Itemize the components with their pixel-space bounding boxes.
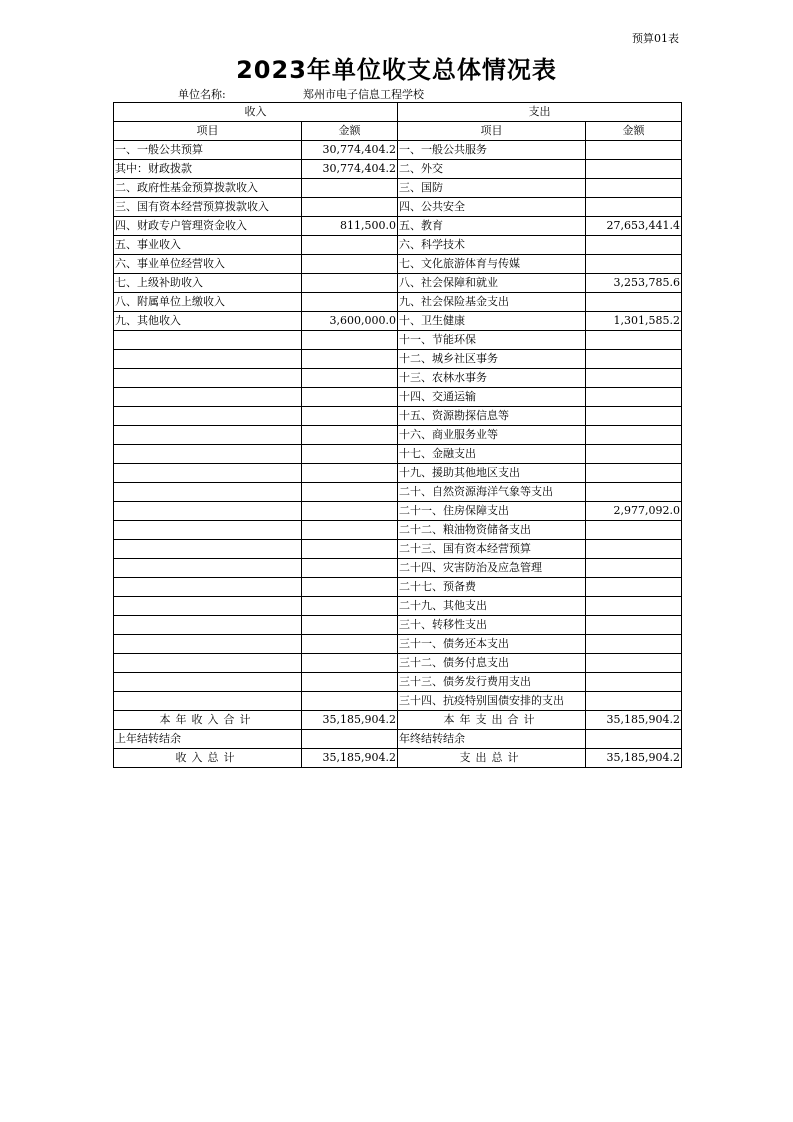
table-row — [114, 559, 682, 578]
expense-amount-cell — [586, 198, 682, 217]
expense-item-cell: 三十一、债务还本支出 — [398, 635, 586, 654]
expense-amount-cell — [586, 654, 682, 673]
expense-item-cell: 二、外交 — [398, 160, 586, 179]
expense-amount-cell — [586, 369, 682, 388]
budget-table — [113, 102, 682, 768]
table-row — [114, 160, 682, 179]
expense-item-cell: 八、社会保障和就业 — [398, 274, 586, 293]
expense-item-cell: 五、教育 — [398, 217, 586, 236]
expense-item-cell: 二十四、灾害防治及应急管理 — [398, 559, 586, 578]
table-row — [114, 540, 682, 559]
expense-amount-cell — [586, 331, 682, 350]
expense-amount-cell: 2,977,092.0 — [586, 502, 682, 521]
income-amount-cell — [302, 445, 398, 464]
table-row — [114, 464, 682, 483]
income-item-cell — [114, 616, 302, 635]
expense-amount-cell — [586, 141, 682, 160]
income-item-cell: 一、一般公共预算 — [114, 141, 302, 160]
expense-amount-cell — [586, 578, 682, 597]
income-amount-cell — [302, 654, 398, 673]
income-amount-cell — [302, 559, 398, 578]
year-total-row — [114, 711, 682, 730]
income-item-cell: 二、政府性基金预算拨款收入 — [114, 179, 302, 198]
page-title: 2023年单位收支总体情况表 — [236, 56, 557, 84]
table-row — [114, 141, 682, 160]
expense-item-cell: 九、社会保险基金支出 — [398, 293, 586, 312]
income-amount-cell — [302, 331, 398, 350]
table-row — [114, 445, 682, 464]
expense-amount-cell — [586, 293, 682, 312]
expense-item-cell: 十二、城乡社区事务 — [398, 350, 586, 369]
income-item-cell — [114, 426, 302, 445]
table-row — [114, 483, 682, 502]
expense-amount-cell — [586, 236, 682, 255]
income-item-cell — [114, 578, 302, 597]
income-item-cell — [114, 464, 302, 483]
expense-amount-cell — [586, 388, 682, 407]
income-amount-cell — [302, 236, 398, 255]
income-item-cell — [114, 540, 302, 559]
table-row — [114, 369, 682, 388]
income-item-cell — [114, 483, 302, 502]
expense-item-cell: 十一、节能环保 — [398, 331, 586, 350]
section-header-row — [114, 103, 682, 122]
income-amount-cell — [302, 597, 398, 616]
table-row — [114, 217, 682, 236]
income-amount-cell — [302, 369, 398, 388]
income-item-cell — [114, 331, 302, 350]
end-carryover-label: 年终结转结余 — [398, 730, 586, 749]
expense-item-cell: 十七、金融支出 — [398, 445, 586, 464]
expense-item-cell: 七、文化旅游体育与传媒 — [398, 255, 586, 274]
income-item-header: 项目 — [114, 122, 302, 141]
table-row — [114, 521, 682, 540]
income-amount-cell — [302, 388, 398, 407]
income-amount-cell — [302, 521, 398, 540]
income-item-cell: 七、上级补助收入 — [114, 274, 302, 293]
table-row — [114, 274, 682, 293]
table-row — [114, 198, 682, 217]
income-amount-cell — [302, 616, 398, 635]
unit-line — [178, 86, 424, 102]
expense-amount-cell — [586, 521, 682, 540]
income-item-cell — [114, 521, 302, 540]
expense-item-cell: 三十四、抗疫特别国债安排的支出 — [398, 692, 586, 711]
expense-item-header: 项目 — [398, 122, 586, 141]
expense-item-cell: 二十二、粮油物资储备支出 — [398, 521, 586, 540]
table-row — [114, 255, 682, 274]
year-income-total-amount: 35,185,904.2 — [302, 711, 398, 730]
income-total-amount: 35,185,904.2 — [302, 749, 398, 768]
income-amount-cell: 3,600,000.0 — [302, 312, 398, 331]
expense-item-cell: 三、国防 — [398, 179, 586, 198]
expense-amount-cell — [586, 673, 682, 692]
income-amount-cell — [302, 255, 398, 274]
income-amount-cell — [302, 635, 398, 654]
income-amount-cell — [302, 464, 398, 483]
income-amount-cell — [302, 179, 398, 198]
table-row — [114, 236, 682, 255]
income-item-cell — [114, 654, 302, 673]
income-amount-cell: 811,500.0 — [302, 217, 398, 236]
expense-item-cell: 三十二、债务付息支出 — [398, 654, 586, 673]
income-item-cell: 三、国有资本经营预算拨款收入 — [114, 198, 302, 217]
expense-section-header: 支出 — [398, 103, 682, 122]
expense-total-amount: 35,185,904.2 — [586, 749, 682, 768]
budget-table-body — [114, 103, 682, 711]
expense-amount-cell — [586, 445, 682, 464]
expense-amount-cell — [586, 616, 682, 635]
expense-item-cell: 六、科学技术 — [398, 236, 586, 255]
table-row — [114, 331, 682, 350]
expense-amount-cell: 27,653,441.4 — [586, 217, 682, 236]
income-amount-cell — [302, 483, 398, 502]
table-row — [114, 578, 682, 597]
income-amount-cell — [302, 293, 398, 312]
table-row — [114, 616, 682, 635]
expense-amount-cell — [586, 179, 682, 198]
income-amount-cell — [302, 350, 398, 369]
expense-amount-cell — [586, 464, 682, 483]
expense-amount-cell — [586, 635, 682, 654]
income-amount-cell: 30,774,404.2 — [302, 160, 398, 179]
expense-amount-cell: 1,301,585.2 — [586, 312, 682, 331]
expense-item-cell: 十三、农林水事务 — [398, 369, 586, 388]
table-row — [114, 312, 682, 331]
table-row — [114, 597, 682, 616]
expense-amount-cell — [586, 692, 682, 711]
expense-item-cell: 二十三、国有资本经营预算 — [398, 540, 586, 559]
expense-item-cell: 二十一、住房保障支出 — [398, 502, 586, 521]
income-item-cell — [114, 369, 302, 388]
expense-amount-cell — [586, 350, 682, 369]
income-item-cell: 四、财政专户管理资金收入 — [114, 217, 302, 236]
expense-amount-cell — [586, 559, 682, 578]
expense-item-cell: 一、一般公共服务 — [398, 141, 586, 160]
expense-item-cell: 二十、自然资源海洋气象等支出 — [398, 483, 586, 502]
table-row — [114, 654, 682, 673]
table-row — [114, 502, 682, 521]
income-item-cell: 八、附属单位上缴收入 — [114, 293, 302, 312]
income-item-cell — [114, 350, 302, 369]
income-amount-cell — [302, 274, 398, 293]
income-item-cell: 五、事业收入 — [114, 236, 302, 255]
income-section-header: 收入 — [114, 103, 398, 122]
income-total-label: 收入总计 — [114, 749, 302, 768]
year-expense-total-amount: 35,185,904.2 — [586, 711, 682, 730]
income-amount-cell — [302, 426, 398, 445]
table-row — [114, 179, 682, 198]
income-item-cell: 六、事业单位经营收入 — [114, 255, 302, 274]
expense-item-cell: 十九、援助其他地区支出 — [398, 464, 586, 483]
table-row — [114, 673, 682, 692]
table-row — [114, 692, 682, 711]
expense-item-cell: 三十三、债务发行费用支出 — [398, 673, 586, 692]
unit-label: 单位名称: — [178, 88, 226, 101]
income-item-cell: 九、其他收入 — [114, 312, 302, 331]
expense-item-cell: 十六、商业服务业等 — [398, 426, 586, 445]
year-income-total-label: 本年收入合计 — [114, 711, 302, 730]
expense-item-cell: 二十七、预备费 — [398, 578, 586, 597]
column-header-row — [114, 122, 682, 141]
expense-amount-cell — [586, 160, 682, 179]
income-item-cell — [114, 559, 302, 578]
prev-carryover-amount — [302, 730, 398, 749]
carryover-row — [114, 730, 682, 749]
totals-body — [114, 711, 682, 768]
expense-amount-header: 金额 — [586, 122, 682, 141]
income-amount-cell — [302, 578, 398, 597]
table-row — [114, 293, 682, 312]
expense-amount-cell — [586, 255, 682, 274]
table-row — [114, 350, 682, 369]
prev-carryover-label: 上年结转结余 — [114, 730, 302, 749]
income-item-cell — [114, 635, 302, 654]
income-amount-cell — [302, 673, 398, 692]
income-amount-cell: 30,774,404.2 — [302, 141, 398, 160]
income-item-cell: 其中：财政拨款 — [114, 160, 302, 179]
expense-item-cell: 二十九、其他支出 — [398, 597, 586, 616]
income-item-cell — [114, 502, 302, 521]
income-item-cell — [114, 692, 302, 711]
income-item-cell — [114, 407, 302, 426]
table-row — [114, 407, 682, 426]
expense-amount-cell — [586, 426, 682, 445]
expense-total-label: 支出总计 — [398, 749, 586, 768]
income-amount-cell — [302, 540, 398, 559]
income-amount-cell — [302, 692, 398, 711]
expense-amount-cell — [586, 483, 682, 502]
grand-total-row — [114, 749, 682, 768]
table-row — [114, 635, 682, 654]
expense-item-cell: 四、公共安全 — [398, 198, 586, 217]
expense-item-cell: 十四、交通运输 — [398, 388, 586, 407]
table-row — [114, 388, 682, 407]
income-amount-cell — [302, 502, 398, 521]
expense-item-cell: 十、卫生健康 — [398, 312, 586, 331]
expense-item-cell: 三十、转移性支出 — [398, 616, 586, 635]
income-amount-header: 金额 — [302, 122, 398, 141]
year-expense-total-label: 本年支出合计 — [398, 711, 586, 730]
income-amount-cell — [302, 198, 398, 217]
doc-code: 预算01表 — [632, 32, 679, 45]
expense-amount-cell — [586, 540, 682, 559]
income-item-cell — [114, 597, 302, 616]
income-item-cell — [114, 673, 302, 692]
income-item-cell — [114, 388, 302, 407]
expense-item-cell: 十五、资源勘探信息等 — [398, 407, 586, 426]
income-item-cell — [114, 445, 302, 464]
unit-name: 郑州市电子信息工程学校 — [303, 88, 424, 101]
income-amount-cell — [302, 407, 398, 426]
expense-amount-cell: 3,253,785.6 — [586, 274, 682, 293]
expense-amount-cell — [586, 597, 682, 616]
end-carryover-amount — [586, 730, 682, 749]
table-row — [114, 426, 682, 445]
expense-amount-cell — [586, 407, 682, 426]
